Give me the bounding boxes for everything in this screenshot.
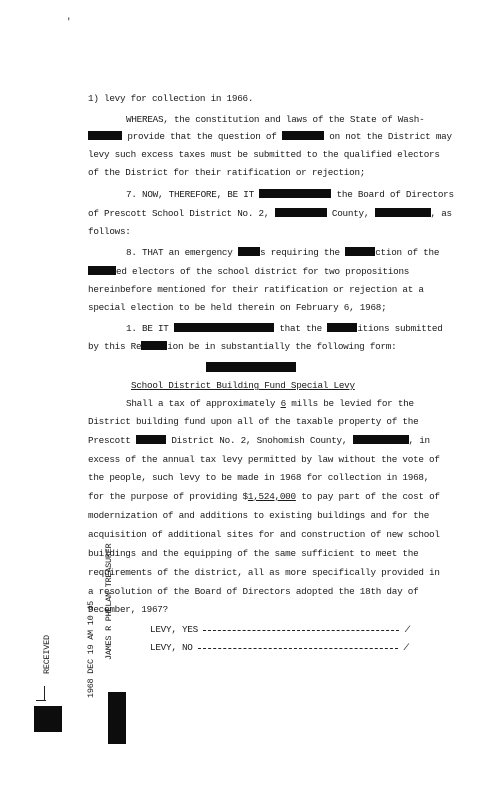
paragraph-1-line-4: of the District for their ratification or rejection; <box>88 167 366 178</box>
paragraph-3-line-4: special election to be held therein on February 6, 1968; <box>88 302 387 313</box>
paragraph-5-line-5: the people, such levy to be made in 1968 for collection in 1968, <box>88 472 430 483</box>
ballot-no-mark: / <box>403 642 409 653</box>
redaction-block <box>174 323 274 332</box>
paragraph-2-line-2-part-a: of Prescott School District No. 2, <box>88 208 270 219</box>
redaction-block <box>327 323 357 332</box>
ballot-no-label: LEVY, NO <box>150 642 193 653</box>
paragraph-5-line-3-part-b: District No. 2, Snohomish County, <box>171 435 348 446</box>
redaction-block <box>88 131 122 140</box>
paragraph-3-line-2-part-b: ed electors of the school district for two propositions <box>116 266 410 277</box>
top-mark: ' <box>66 16 72 27</box>
paragraph-3-line-1-part-b: s requiring the <box>259 247 340 258</box>
paragraph-5-line-12: December, 1967? <box>88 604 168 615</box>
paragraph-2-line-3: follows: <box>88 226 131 237</box>
margin-tick-mark <box>44 686 45 700</box>
paragraph-4-line-1-part-c: itions submitted <box>357 323 443 334</box>
paragraph-1-line-2-part-b: on not the District may <box>329 131 452 142</box>
redaction-block <box>345 247 375 256</box>
paragraph-5-line-1-part-a: Shall a tax of approximately <box>126 398 276 409</box>
redaction-block <box>375 208 431 217</box>
stamp-received: RECEIVED <box>42 635 52 674</box>
paragraph-2-line-1-part-b: the Board of Directors <box>336 189 454 200</box>
paragraph-5-line-10: requirements of the district, all as more specifically provided in <box>88 567 440 578</box>
paragraph-5-line-7: modernization of and additions to existing buildings and for the <box>88 510 430 521</box>
stamp-office: JAMES R PHELAN TREASURER <box>104 543 114 660</box>
paragraph-1-line-2-part-a: provide that the question of <box>127 131 277 142</box>
paragraph-3-line-1 <box>126 247 439 259</box>
stamp-date: 1968 DEC 19 AM 10 45 <box>86 600 96 698</box>
ballot-no-line <box>150 642 409 654</box>
ballot-yes-line <box>150 624 410 636</box>
paragraph-0-line-1: 1) levy for collection in 1966. <box>88 93 254 104</box>
paragraph-5-line-9: buildings and the equipping of the same sufficient to meet the <box>88 548 419 559</box>
paragraph-1-line-3: levy such excess taxes must be submitted to the qualified electors <box>88 149 440 160</box>
paragraph-3-line-2 <box>88 266 409 278</box>
paragraph-5-line-4: excess of the annual tax levy permitted by law without the vote of <box>88 454 440 465</box>
paragraph-5-line-6-part-b: to pay part of the cost of <box>301 491 440 502</box>
redaction-block <box>275 208 327 217</box>
redaction-block-center <box>206 362 296 372</box>
bond-amount-value: 1,524,000 <box>247 491 296 502</box>
paragraph-4-line-1 <box>126 323 443 335</box>
paragraph-5-line-11: a resolution of the Board of Directors adopted the 18th day of <box>88 586 419 597</box>
redaction-block <box>353 435 409 444</box>
paragraph-4-line-2-part-b: ion be in substantially the following form: <box>167 341 397 352</box>
paragraph-5-line-1-part-b: mills be levied for the <box>291 398 414 409</box>
section-heading: School District Building Fund Special Levy <box>131 380 355 391</box>
redaction-block-stamp-right <box>108 692 126 744</box>
paragraph-5-line-1 <box>126 398 414 410</box>
paragraph-5-line-3-part-c: , in <box>408 435 430 446</box>
paragraph-3-line-3: hereinbefore mentioned for their ratification or rejection at a <box>88 284 424 295</box>
paragraph-1-line-2 <box>88 131 452 143</box>
paragraph-5-line-8: acquisition of additional sites for and construction of new school <box>88 529 440 540</box>
paragraph-4-line-2 <box>88 341 396 353</box>
redaction-block <box>88 266 116 275</box>
paragraph-5-line-6-part-a: for the purpose of providing $ <box>88 491 248 502</box>
ballot-yes-dash-line <box>203 624 399 631</box>
paragraph-1-line-1: WHEREAS, the constitution and laws of the State of Wash- <box>126 114 425 125</box>
paragraph-5-line-3 <box>88 435 430 447</box>
mill-rate-value: 6 <box>280 398 286 409</box>
paragraph-2-line-1 <box>126 189 454 201</box>
paragraph-3-line-1-part-a: 8. THAT an emergency <box>126 247 233 258</box>
redaction-block <box>259 189 331 198</box>
paragraph-4-line-2-part-a: by this Re <box>88 341 142 352</box>
paragraph-2-line-2 <box>88 208 452 220</box>
ballot-yes-label: LEVY, YES <box>150 624 198 635</box>
paragraph-2-line-2-part-c: , as <box>430 208 452 219</box>
paragraph-5-line-2: District building fund upon all of the taxable property of the <box>88 416 419 427</box>
redaction-block <box>238 247 260 256</box>
redaction-block <box>141 341 167 350</box>
paragraph-5-line-3-part-a: Prescott <box>88 435 131 446</box>
paragraph-2-line-2-part-b: County, <box>331 208 370 219</box>
paragraph-4-line-1-part-a: 1. BE IT <box>126 323 169 334</box>
paragraph-4-line-1-part-b: that the <box>279 323 322 334</box>
redaction-block-stamp-left <box>34 706 62 732</box>
redaction-block <box>282 131 324 140</box>
paragraph-5-line-6 <box>88 491 440 503</box>
paragraph-2-line-1-part-a: 7. NOW, THEREFORE, BE IT <box>126 189 254 200</box>
margin-tick-mark <box>36 700 46 701</box>
redaction-block <box>136 435 166 444</box>
ballot-yes-mark: / <box>404 624 410 635</box>
paragraph-3-line-1-part-c: ction of the <box>375 247 440 258</box>
ballot-no-dash-line <box>198 642 398 649</box>
